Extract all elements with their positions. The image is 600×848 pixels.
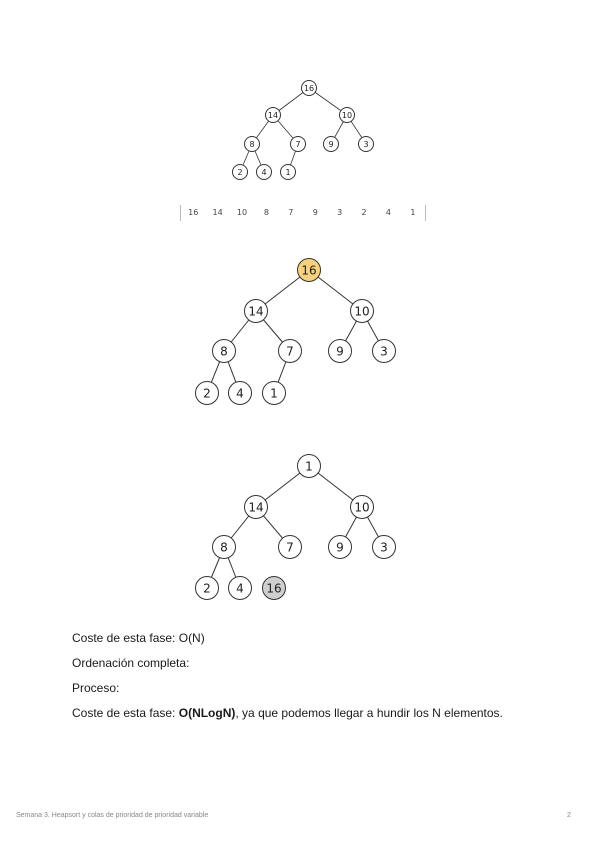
heap-node	[233, 165, 248, 180]
heap-node	[373, 536, 396, 559]
heap-node-label: 2	[203, 581, 211, 596]
heap-node	[196, 577, 219, 600]
heap-figure-after-swap	[172, 446, 426, 614]
heap-node	[213, 340, 236, 363]
heap-node-label: 8	[220, 540, 228, 555]
heap-array-cell: 9	[312, 208, 318, 217]
heap-node-label: 10	[354, 304, 370, 319]
heap-array-cell: 7	[288, 208, 294, 217]
heap-node	[257, 165, 272, 180]
heap-node-label: 14	[248, 304, 264, 319]
heap-node-label: 8	[220, 344, 228, 359]
heap-node	[279, 536, 302, 559]
heap-node	[291, 137, 306, 152]
full-sort-heading: Ordenación completa:	[72, 656, 190, 670]
cost-phase-text: Coste de esta fase: O(N)	[72, 631, 205, 645]
heap-node	[302, 81, 317, 96]
heap-array	[180, 205, 426, 221]
heap-array-cell: 3	[337, 208, 343, 217]
heap-node-label: 16	[301, 263, 317, 278]
heap-array-cell: 14	[212, 208, 223, 217]
heap-node	[266, 108, 281, 123]
heap-node	[196, 382, 219, 405]
cost-sort-text	[72, 705, 512, 722]
heap-array-cell: 1	[410, 208, 416, 217]
heap-node-label: 9	[336, 344, 344, 359]
heap-array-cell: 4	[385, 208, 391, 217]
heap-node-label: 16	[266, 581, 282, 596]
heap-node	[229, 577, 252, 600]
heap-array-cell: 8	[263, 208, 269, 217]
heap-node	[340, 108, 355, 123]
heap-node	[245, 496, 268, 519]
heap-node-label: 4	[236, 581, 244, 596]
heap-node	[298, 259, 321, 282]
heap-node	[351, 300, 374, 323]
heap-node-label: 10	[341, 111, 353, 120]
heap-node	[359, 137, 374, 152]
heap-node-label: 3	[363, 140, 369, 149]
cost-prefix: Coste de esta fase:	[72, 706, 179, 720]
heap-node	[263, 382, 286, 405]
heap-tree-swapped	[172, 446, 426, 614]
heap-node-label: 9	[328, 140, 334, 149]
heap-node-label: 10	[354, 500, 370, 515]
heap-node	[279, 340, 302, 363]
heap-node	[245, 300, 268, 323]
heap-array-cell: 10	[236, 208, 248, 217]
heap-node	[281, 165, 296, 180]
heap-node-label: 7	[286, 344, 294, 359]
heap-node	[213, 536, 236, 559]
heap-node	[324, 137, 339, 152]
heap-node	[245, 137, 260, 152]
heap-node	[373, 340, 396, 363]
heap-node-label: 2	[203, 386, 211, 401]
heap-node-label: 14	[267, 111, 279, 120]
heap-node-label: 1	[305, 459, 313, 474]
heap-tree-highlight	[172, 250, 426, 422]
heap-node	[229, 382, 252, 405]
heap-node-label: 7	[286, 540, 294, 555]
footer-title: Semana 3. Heapsort y colas de prioridad de prioridad variable	[16, 812, 209, 819]
heap-figure-initial	[172, 72, 426, 232]
heap-array-cell: 2	[361, 208, 367, 217]
heap-node-label: 16	[303, 84, 315, 93]
heap-node	[298, 455, 321, 478]
heap-node	[329, 536, 352, 559]
process-heading: Proceso:	[72, 681, 120, 695]
heap-node-label: 2	[237, 168, 243, 177]
heap-node-label: 9	[336, 540, 344, 555]
heap-node-label: 1	[285, 168, 291, 177]
heap-figure-max-highlight	[172, 250, 426, 422]
cost-suffix: , ya que podemos llegar a hundir los N elementos.	[235, 706, 503, 720]
heap-node-label: 3	[380, 344, 388, 359]
heap-node-label: 3	[380, 540, 388, 555]
heap-node-label: 14	[248, 500, 264, 515]
heap-node-label: 4	[236, 386, 244, 401]
page-number: 2	[567, 812, 571, 819]
cost-complexity: O(NLogN)	[178, 706, 236, 720]
heap-node	[351, 496, 374, 519]
heap-array-cell: 16	[188, 208, 199, 217]
heap-node-label: 8	[249, 140, 255, 149]
heap-node	[329, 340, 352, 363]
heap-node	[263, 577, 286, 600]
heap-node-label: 1	[270, 386, 278, 401]
heap-node-label: 7	[295, 140, 301, 149]
heap-node-label: 4	[261, 168, 267, 177]
